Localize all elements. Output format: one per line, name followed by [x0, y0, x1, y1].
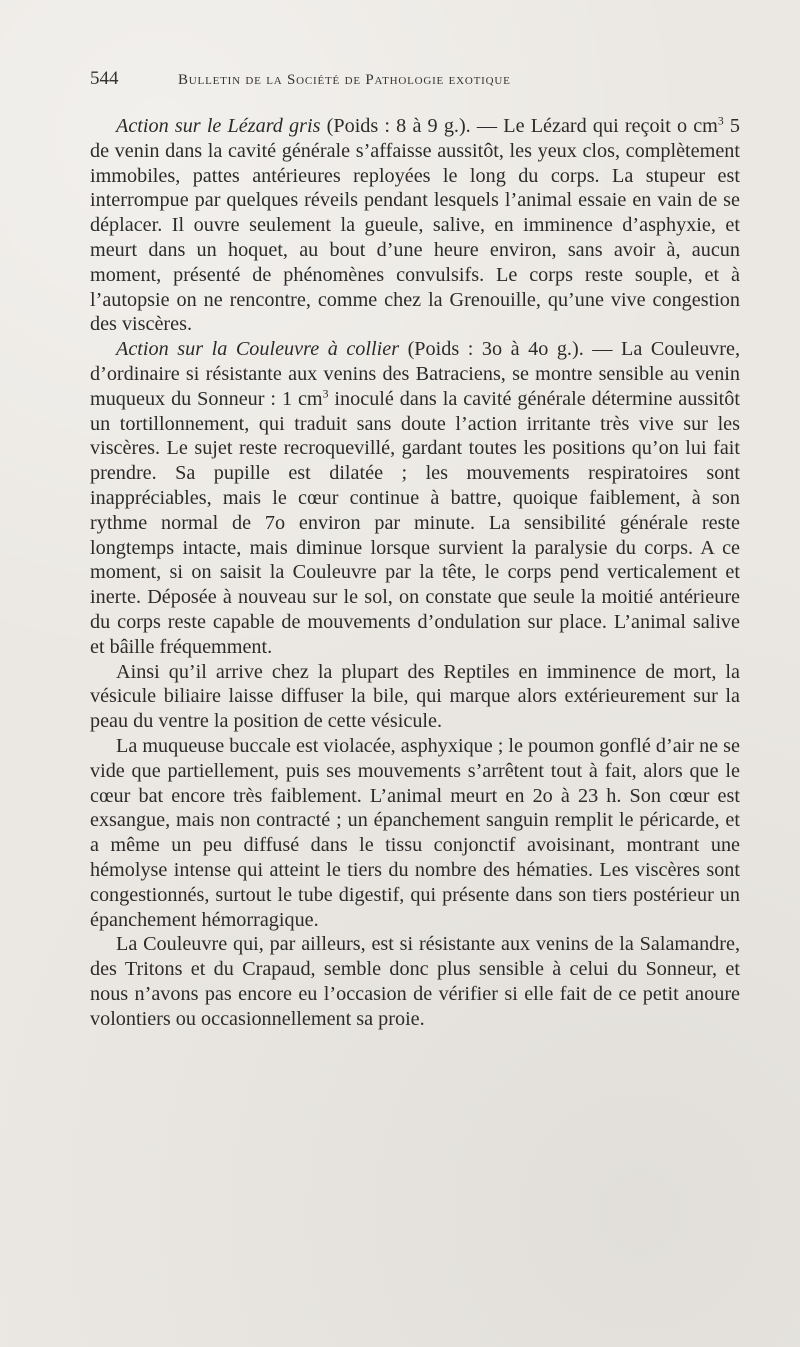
paragraph-conclusion: La Couleuvre qui, par ailleurs, est si résistante aux venins de la Salamandre, des Tritons et du Crapaud, semble donc plus sensible à celui du Sonneur, et nous n’avons pas encore eu l’occasion de vérifier si elle fait de ce petit anoure volontiers ou occasionnellement sa proie.: [90, 933, 740, 1030]
paragraph-muqueuse: La muqueuse buccale est violacée, asphyxique ; le poumon gonflé d’air ne se vide que partiellement, puis ses mouvements s’arrêtent tout à fait, alors que le cœur bat encore très faiblement. L’animal meurt en 2o à 23 h. Son cœur est exsangue, mais non contracté ; un épanchement sanguin remplit le péricarde, et a même un peu diffusé dans le tissu conjonctif avoisinant, montrant une hémolyse intense qui atteint le tiers du nombre des hématies. Les viscères sont congestionnés, surtout le tube digestif, qui présente dans son tiers postérieur un épanchement hémorragique.: [90, 734, 740, 931]
paragraph-vesicule: Ainsi qu’il arrive chez la plupart des Reptiles en imminence de mort, la vésicule biliaire laisse diffuser la bile, qui marque alors extérieurement sur la peau du ventre la position de cette vésicule.: [90, 660, 740, 733]
paragraph-text: (Poids : 8 à 9 g.). — Le Lézard qui reçoit o cm: [320, 115, 718, 137]
superscript: 3: [322, 387, 329, 401]
section-lead-couleuvre: Action sur la Couleuvre à collier: [116, 338, 400, 361]
paragraph-lezard: [90, 114, 740, 337]
paragraph-text: 5 de venin dans la cavité générale s’affaisse aussitôt, les yeux clos, complètement immobiles, pattes antérieures reployées le long du corps. La stupeur est interrompue par quelques réveils pendant lesquels l’animal essaie en vain de se déplacer. Il ouvre seulement la gueule, salive, en imminence d’asphyxie, et meurt dans un hoquet, au bout d’une heure environ, sans avoir à, aucun moment, présenté de phénomènes convulsifs. Le corps reste souple, et à l’autopsie on ne rencontre, comme chez la Grenouille, qu’une vive congestion des viscères.: [90, 115, 741, 336]
page-number: 544: [90, 68, 119, 89]
superscript: 3: [717, 114, 724, 128]
article-body: [90, 114, 740, 1031]
paragraph-text: inoculé dans la cavité générale détermine aussitôt un tortillonnement, qui traduit sans doute l’action irritante très vive sur les viscères. Le sujet reste recroquevillé, gardant toutes les positions qu’on lui fait prendre. Sa pupille est dilatée ; les mouvements respiratoires sont inappréciables, mais le cœur continue à battre, quoique faiblement, à son rythme normal de 7o environ par minute. La sensibilité générale reste longtemps intacte, mais diminue lorsque survient la paralysie du corps. A ce moment, si on saisit la Couleuvre par la tête, le corps pend verticalement et inerte. Déposée à nouveau sur le sol, on constate que seule la moitié antérieure du corps reste capable de mouvements d’ondulation sur place. L’animal salive et bâille fréquemment.: [90, 387, 740, 658]
page-header: [90, 68, 740, 90]
paragraph-text: (Poids : 3o à 4o g.). — La Couleuvre, d’ordinaire si résistante aux venins des Batraciens, se montre sensible au venin muqueux du Sonneur : 1 cm: [90, 338, 740, 410]
paragraph-couleuvre: [90, 337, 740, 659]
section-lead-lezard: Action sur le Lézard gris: [116, 115, 321, 137]
running-head: Bulletin de la Société de Pathologie exotique: [178, 72, 511, 88]
